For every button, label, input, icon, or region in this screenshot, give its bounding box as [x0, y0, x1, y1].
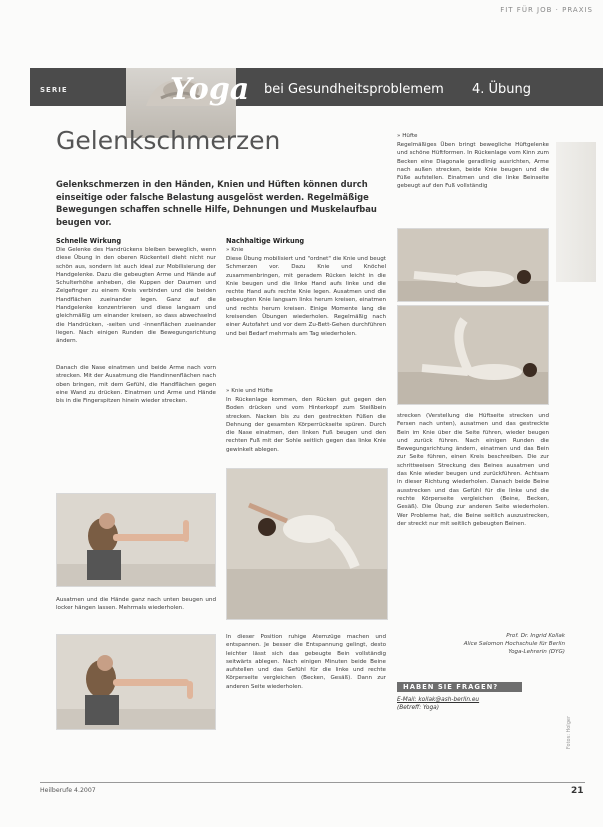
thumb-index-photo	[556, 142, 596, 282]
woman-leg-circle-image	[398, 306, 549, 405]
page-number: 21	[571, 786, 584, 796]
col1-paragraph-3: Ausatmen und die Hände ganz nach unten beugen und locker hängen lassen. Mehrmals wiederholen.	[56, 597, 216, 612]
running-head: FIT FÜR JOB · PRAXIS	[500, 6, 593, 14]
photo-reclined-twist	[226, 468, 388, 620]
col3-paragraph-1: Regelmäßiges Üben bringt bewegliche Hüftgelenke und schöne Hüftformen. In Rückenlage vom Kinn zum Becken eine Diagonale geradlinig ausrichten, Arme nach außen strecken, beide Knie beugen und die Füße aufstellen. Einatmen und die linke Beinseite gebeugt auf den Fuß vollständig	[397, 142, 549, 190]
footer-rule	[40, 782, 585, 783]
heading-schnelle-wirkung: Schnelle Wirkung	[56, 237, 122, 245]
author-institution: Alice Salomon Hochschule für Berlin	[463, 641, 565, 647]
questions-box-title: HABEN SIE FRAGEN?	[397, 682, 522, 692]
woman-lying-twist-image	[227, 469, 388, 620]
col1-paragraph-2: Danach die Nase einatmen und beide Arme nach vorn strecken. Mit der Ausatmung die Handinnenflächen nach oben bringen, mit dem Gefühl, die Handflächen gegen eine Wand zu drücken. Einatmen und Arme und Hände bis in die Fingerspitzen hinein wieder strecken.	[56, 365, 216, 405]
author-role: Yoga-Lehrerin (DYG)	[508, 649, 565, 655]
col2-paragraph-3: In dieser Position ruhige Atemzüge machen und entspannen. Je besser die Entspannung gelingt, desto leichter lässt sich das gebeugte Bein vollständig seitwärts ablegen. Nach einigen Minuten beide Beine aufstellen und das Gefühl für die linke und rechte Körperseite vergleichen (Becken, Gesäß). Dann zur anderen Seite wiederholen.	[226, 634, 386, 690]
series-subtitle: bei Gesundheitsproblemem	[264, 82, 444, 97]
col3-subheading-huefte: » Hüfte	[397, 133, 418, 139]
contact-email-link[interactable]: E-Mail: kollak@ash-berlin.eu	[397, 697, 480, 703]
heading-nachhaltige-wirkung: Nachhaltige Wirkung	[226, 237, 305, 245]
yoga-wordmark: Yoga	[170, 72, 250, 107]
col1-paragraph-1: Die Gelenke des Handrückens bleiben beweglich, wenn diese Übung in den oberen Rückenteil dieht nicht nur schön aus, sondern ist auch ideal zur Mobilisierung der Handgelenke. Dazu die gebeugten Arme und Hände auf Schulterhöhe anheben, die Kuppen der Daumen und Zeigefinger zu einem Kreis verbinden und die beiden Handflächen zueinander legen. Ganz auf die Handgelenke konzentrieren und diese langsam und gleichmäßig um einander kreisen, so dass abwechselnd die Handrücken, -seiten und -innenflächen zueinander liegen. Nach einigen Runden die Bewegungsrichtung ändern.	[56, 247, 216, 345]
woman-bending-hands-image	[57, 635, 216, 730]
photo-hands-bent	[56, 634, 216, 730]
author-signature	[464, 632, 565, 656]
exercise-number: 4. Übung	[472, 82, 532, 97]
article-title: Gelenkschmerzen	[56, 126, 281, 155]
journal-issue: Heilberufe 4.2007	[40, 787, 96, 794]
photo-leg-lift	[397, 228, 549, 302]
questions-box	[397, 696, 479, 713]
col2-subheading-knie-huefte: » Knie und Hüfte	[226, 388, 273, 394]
col2-paragraph-1: Diese Übung mobilisiert und "ordnet" die Knie und beugt Schmerzen vor. Dazu Knie und Knöchel zusammenbringen, mit geradem Rücken leicht in die Knie beugen und die linke Hand aufs linke und die rechte Hand aufs rechte Knie legen. Ausatmen und die gebeugten Knie langsam links herum kreisen, einatmen und rechts herum kreisen. Einige Momente lang die kreisenden Übungen wiederholen. Regelmäßig nach einer Autofahrt und vor dem Zu-Bett-Gehen durchführen und bei Bedarf mehrmals am Tag wiederholen.	[226, 256, 386, 337]
article-lead: Gelenkschmerzen in den Händen, Knien und Hüften können durch einseitige oder falsche Belastung ausgelöst werden. Regelmäßige Bewegungen schaffen schnelle Hilfe, Dehnungen und Muskelaufbau beugen vor.	[56, 179, 377, 227]
col2-subheading-knie: » Knie	[226, 247, 244, 253]
photo-arms-stretched	[56, 493, 216, 587]
photo-leg-circle	[397, 305, 549, 405]
author-name: Prof. Dr. Ingrid Kollak	[506, 633, 565, 639]
woman-lying-leg-image	[398, 229, 549, 302]
contact-subject: (Betreff: Yoga)	[397, 705, 439, 712]
col2-paragraph-2: In Rückenlage kommen, den Rücken gut gegen den Boden drücken und vom Hinterkopf zum Steißbein strecken. Nacken bis zu den gestreckten Füßen die Dehnung der gesamten Körperrückseite spüren. Durch die Nase einatmen, den linken Fuß beugen und den rechten Fuß mit der Sohle seitlich gegen das linke Knie gewinkelt ablegen.	[226, 397, 386, 453]
col3-paragraph-2: strecken (Verstellung die Hüftseite strecken und Fersen nach unten), ausatmen und das gestreckte Bein im Knie über die Seite führen, wieder beugen und zurück führen. Nach einigen Runden die Bewegungsrichtung ändern, einatmen und das Bein zur Seite führen, einen Kreis beschreiben. Die zur schrittweisen Streckung des Beines ausatmen und das Knie wieder beugen und zurückführen. Achtsam in dieser Richtung wiederholen. Danach beide Beine ausstrecken und das Gefühl für die linke und die rechte Körperseite vergleichen (Beine, Becken, Gesäß). Die Übung zur anderen Seite wiederholen. Wer Probleme hat, die Beine seitlich auszustrecken, der streckt nur mit seitlich gebeugten Beinen.	[397, 413, 549, 527]
series-label: SERIE	[40, 86, 68, 94]
photo-credit: Fotos: Holger	[566, 716, 572, 750]
woman-stretching-arms-image	[57, 494, 216, 587]
